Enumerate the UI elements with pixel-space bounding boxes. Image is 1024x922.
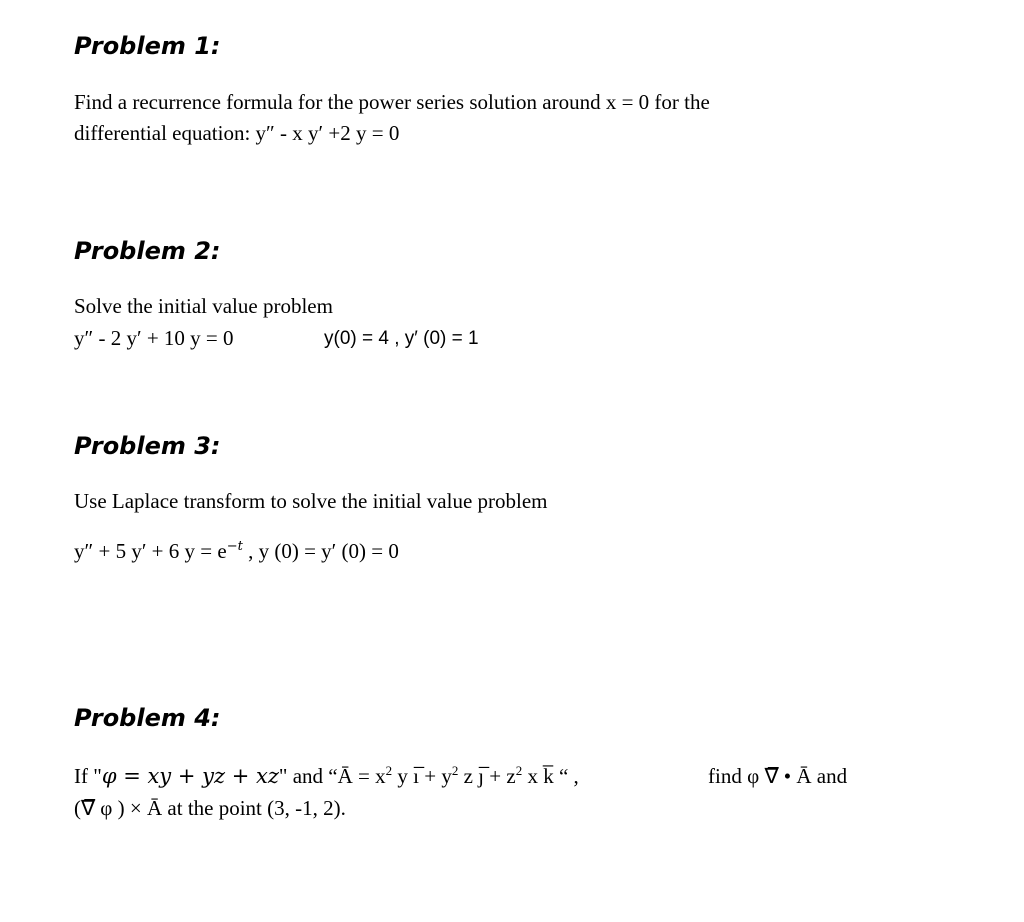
problem-4-vector-a-part-3: z ȷ̅ + z (458, 764, 516, 788)
problem-4-and: " and “ (278, 764, 338, 788)
problem-4-vector-a-part-1: Ā = x (337, 764, 386, 788)
problem-2-initial-conditions: y(0) = 4 , y′ (0) = 1 (324, 328, 479, 349)
problem-4-vector-a-part-4: x k̅ “ , (522, 764, 579, 788)
problem-3-text-line-1: Use Laplace transform to solve the initial value problem (74, 489, 548, 513)
problem-2-text-line-1: Solve the initial value problem (74, 294, 333, 318)
problem-4-exponent-2: 2 (451, 763, 459, 779)
problem-1-text-line-2 (74, 120, 399, 146)
problem-1-intro: differential equation: (74, 121, 256, 145)
problem-4-phi-definition: φ = xy + yz + xz (101, 764, 279, 788)
problem-1-text-line-1: Find a recurrence formula for the power series solution around x = 0 for the (74, 90, 710, 114)
problem-1-heading: Problem 1: (74, 32, 221, 60)
problem-4-if: If " (74, 764, 102, 788)
problem-1-equation: y″ - x y′ +2 y = 0 (255, 121, 400, 145)
problem-4-text-line-2: (∇̅ φ ) × Ā at the point (3, -1, 2). (74, 796, 346, 820)
problem-4-find-text: find φ ∇̅ • Ā and (708, 764, 848, 788)
problem-4-exponent-3: 2 (515, 763, 523, 779)
problem-4-text-line-1 (74, 763, 579, 789)
problem-3-equation (74, 538, 399, 564)
problem-3-equation-lhs: y″ + 5 y′ + 6 y = e (74, 539, 227, 563)
problem-2-equation: y″ - 2 y′ + 10 y = 0 (74, 326, 234, 350)
problem-3-exponent: −t (226, 539, 243, 555)
problem-4-exponent-1: 2 (385, 763, 393, 779)
problem-3-initial-conditions: , y (0) = y′ (0) = 0 (242, 539, 399, 563)
problem-2-heading: Problem 2: (74, 237, 221, 265)
problem-4-heading: Problem 4: (74, 704, 221, 732)
problem-3-heading: Problem 3: (74, 432, 221, 460)
problem-4-vector-a-part-2: y ı̅ + y (392, 764, 452, 788)
